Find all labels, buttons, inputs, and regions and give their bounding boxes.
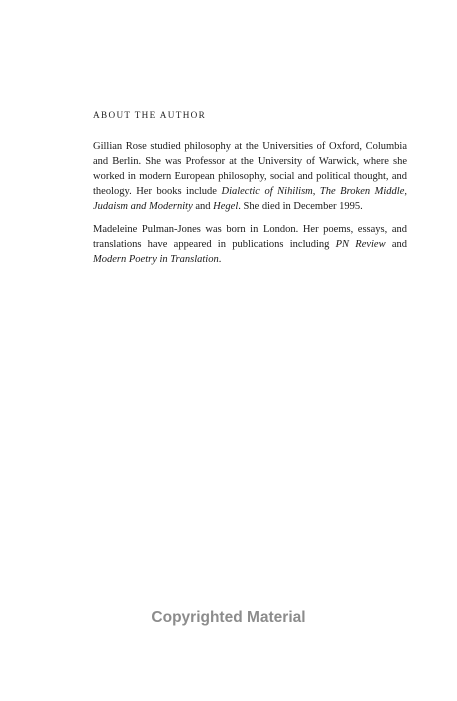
- bio-text: .: [218, 254, 222, 265]
- bio-text: Madeleine Pulman-Jones was born in London. Her poems, essays, and translations have appeared in publications including: [93, 224, 407, 250]
- book-title: Hegel: [213, 201, 239, 212]
- book-title: The Broken Middle: [319, 186, 405, 197]
- publication-title: PN Review: [335, 239, 386, 250]
- bio-text: ,: [312, 186, 320, 197]
- publication-title: Modern Poetry in Translation: [93, 254, 219, 265]
- book-title: Judaism and Modernity: [93, 201, 193, 212]
- section-heading: ABOUT THE AUTHOR: [93, 110, 207, 120]
- bio-text: and: [385, 239, 407, 250]
- bio-text: and: [192, 201, 214, 212]
- author-bio-gillian-rose: [93, 139, 407, 214]
- book-title: Dialectic of Nihilism: [221, 186, 313, 197]
- copyright-watermark: Copyrighted Material: [151, 609, 306, 626]
- bio-text: ,: [404, 186, 407, 197]
- bio-text: . She died in December 1995.: [238, 201, 363, 212]
- bio-text: Gillian Rose studied philosophy at the Universities of Oxford, Columbia and Berlin. She was Professor at the University of Warwick, where she worked in modern European philosophy, social and political thought, and theology. Her books include: [93, 141, 407, 197]
- author-bio-madeleine-pulman-jones: [93, 222, 407, 267]
